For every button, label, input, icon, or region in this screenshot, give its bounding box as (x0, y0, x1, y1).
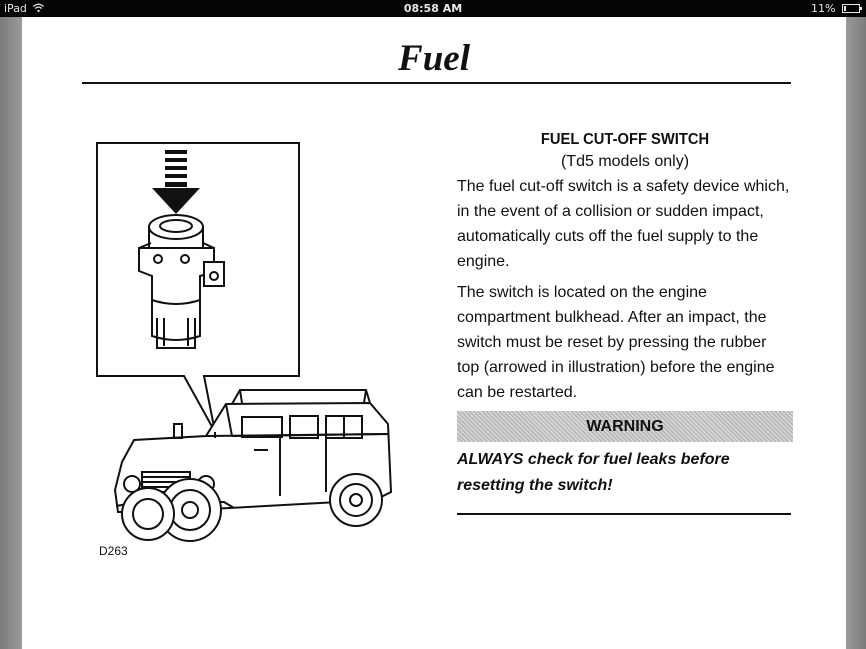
battery-icon (842, 4, 860, 13)
warning-text: ALWAYS check for fuel leaks before resetting the switch! (457, 451, 730, 494)
fuel-switch-illustration (94, 140, 398, 568)
section-content (457, 129, 793, 499)
status-right (811, 0, 860, 17)
status-bar (0, 0, 866, 17)
battery-fill (844, 6, 846, 11)
status-time: 08:58 AM (403, 2, 463, 15)
figure-code: D263 (99, 544, 128, 558)
section-heading: FUEL CUT-OFF SWITCH (540, 131, 710, 148)
paragraph-2: The switch is located on the engine compartment bulkhead. After an impact, the switch must be reset by pressing the rubber top (arrowed in illustration) before the engine can be restarted. (457, 284, 775, 401)
page-shadow-right (846, 17, 866, 649)
battery-percent: 11% (811, 2, 836, 15)
page-title: Fuel (398, 38, 470, 79)
document-page[interactable] (22, 17, 846, 649)
device-name: iPad (4, 2, 27, 15)
section-subheading: (Td5 models only) (560, 153, 690, 170)
title-divider (82, 82, 791, 84)
paragraph-1: The fuel cut-off switch is a safety device which, in the event of a collision or sudden impact, automatically cuts off the fuel supply to the engine. (457, 178, 790, 270)
warning-banner: WARNING (457, 411, 793, 442)
section-end-divider (457, 513, 791, 515)
page-shadow-left (0, 17, 22, 649)
